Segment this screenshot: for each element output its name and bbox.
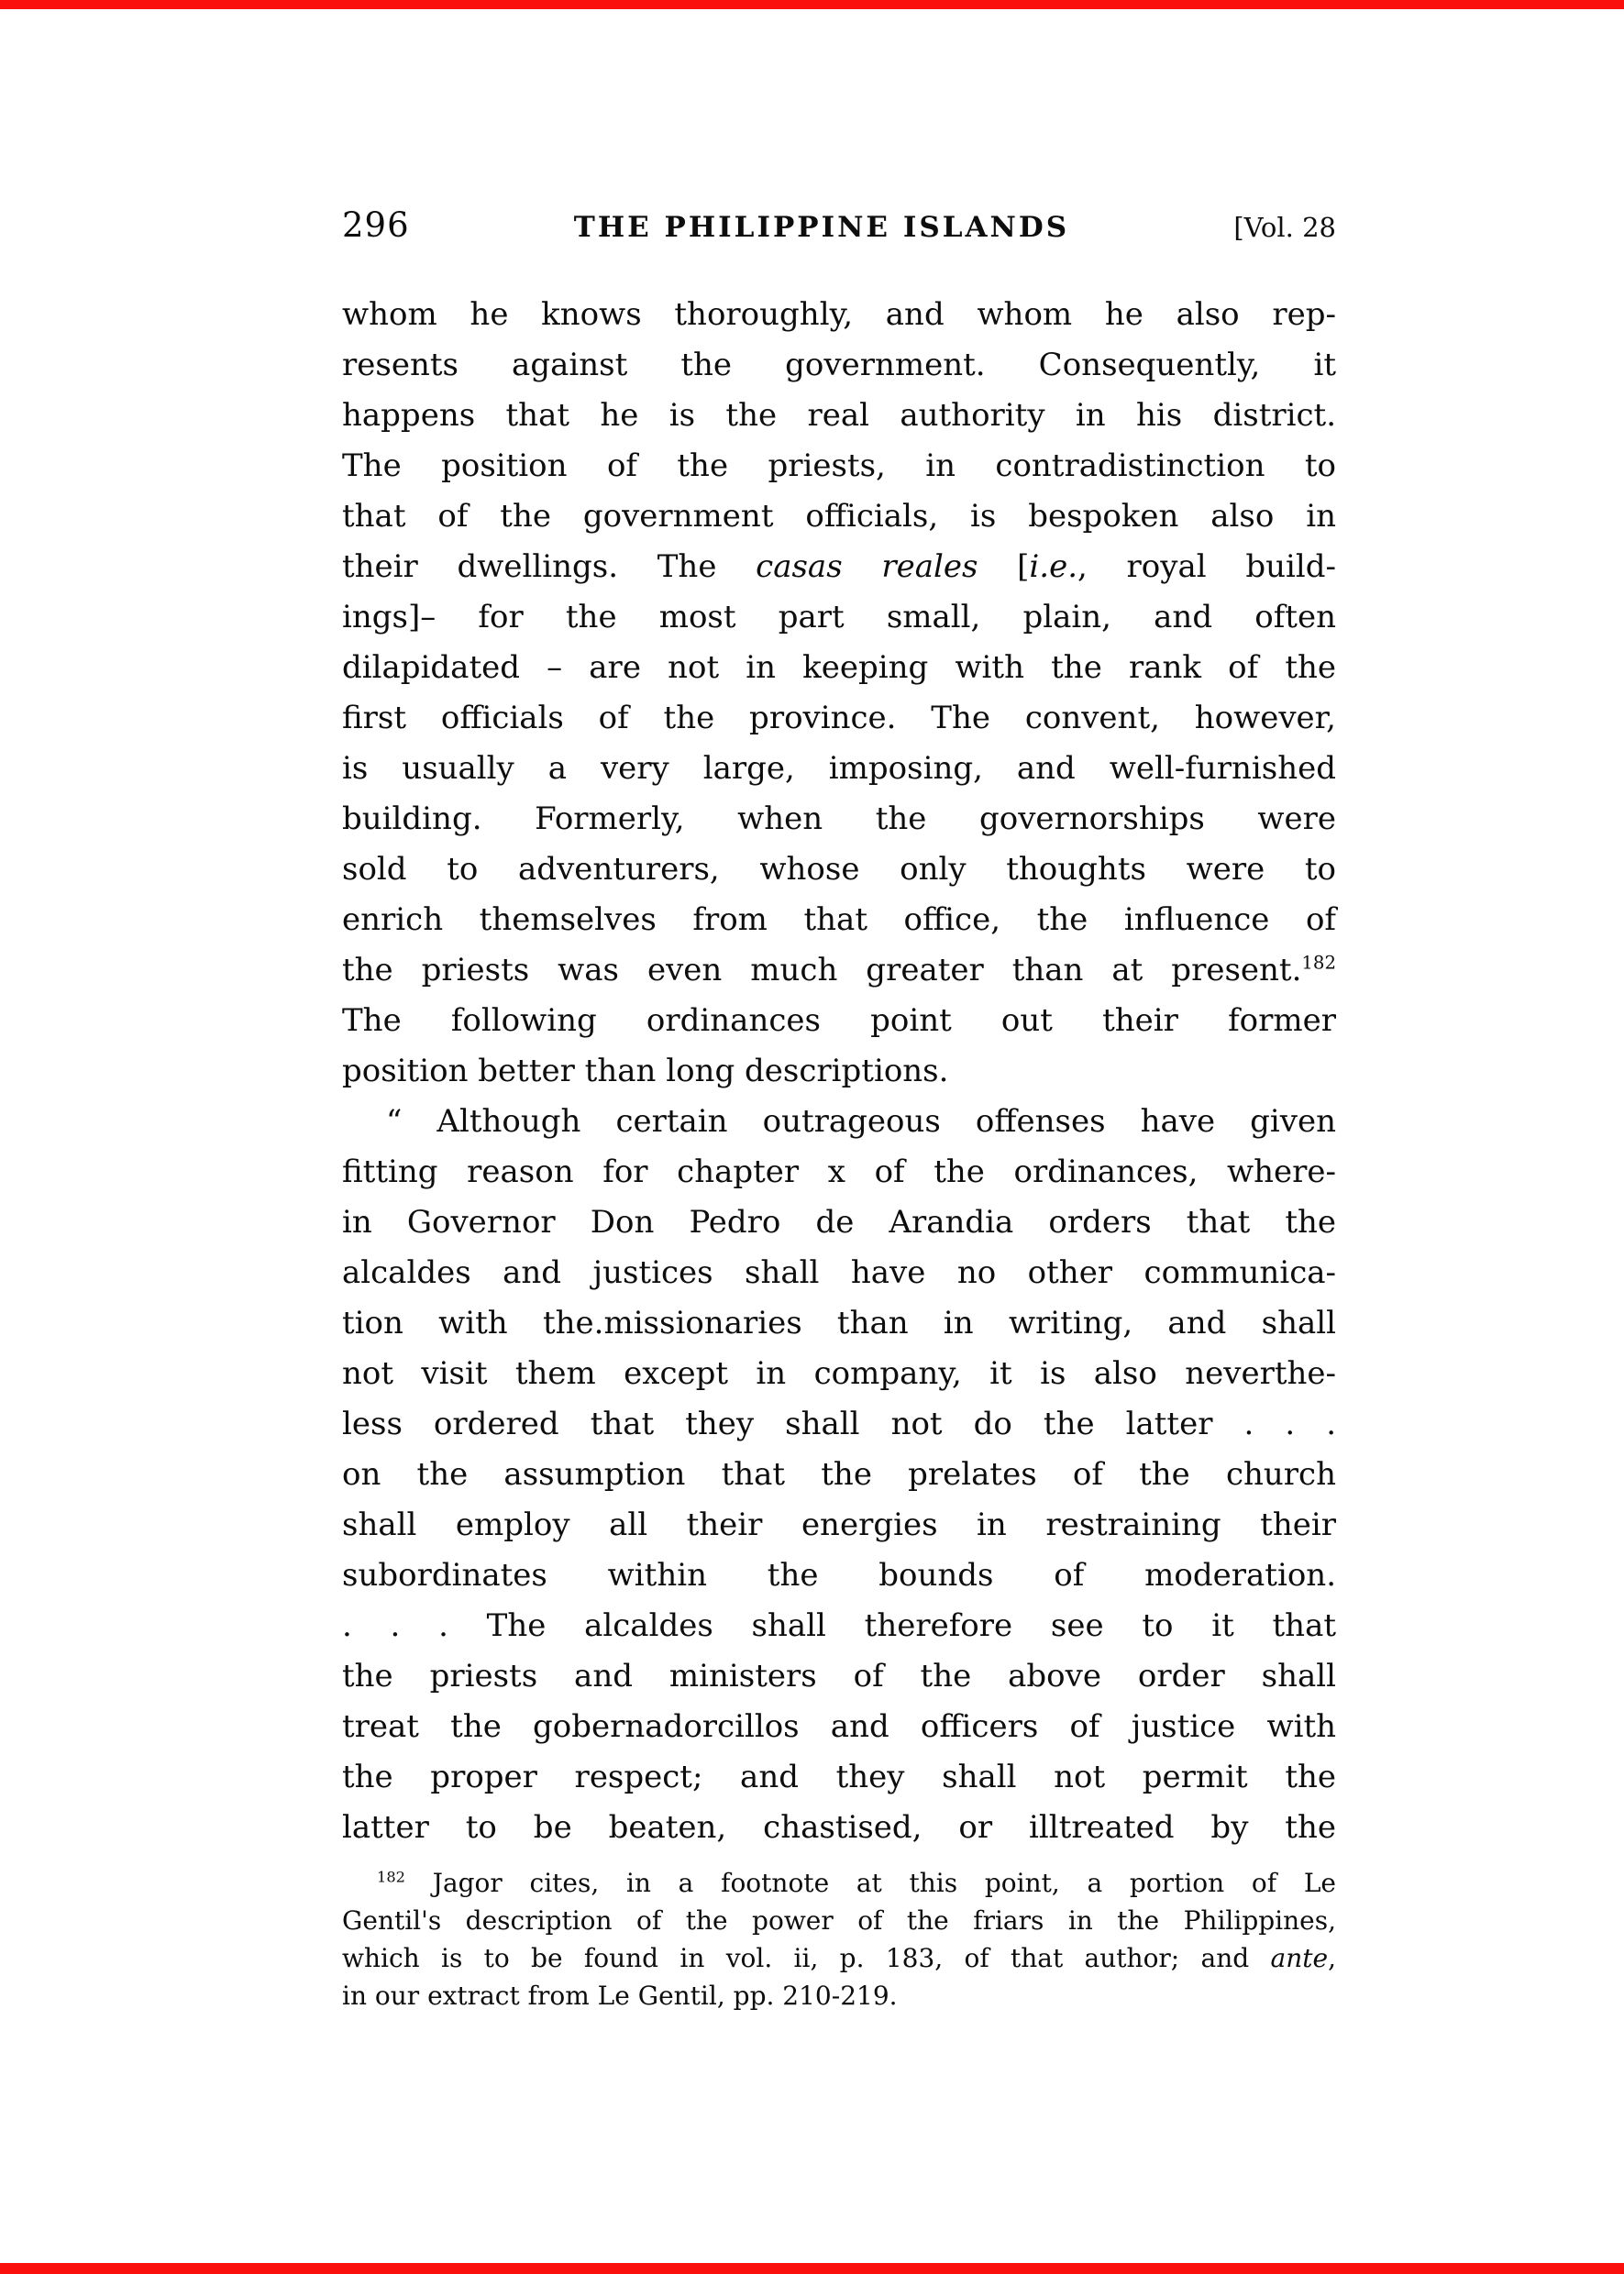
- text-line: position better than long descriptions.: [342, 1053, 949, 1089]
- red-bar-bottom: [0, 2263, 1624, 2274]
- volume-label: [Vol. 28: [1233, 212, 1336, 243]
- text-line: on the assumption that the prelates of the church: [342, 1456, 1336, 1493]
- text-line: first officials of the province. The convent, however,: [342, 700, 1336, 736]
- text-line: is usually a very large, imposing, and well-furnished: [342, 750, 1336, 787]
- text-line: the proper respect; and they shall not permit the: [342, 1759, 1336, 1795]
- text-line: treat the gobernadorcillos and officers of justice with: [342, 1708, 1336, 1745]
- text-line: in Governor Don Pedro de Arandia orders that the: [342, 1204, 1336, 1241]
- body-text: [342, 290, 1336, 1853]
- paragraph-continuation: [342, 290, 1336, 1097]
- text-line: fitting reason for chapter x of the ordinances, where-: [342, 1154, 1336, 1190]
- text-line: resents against the government. Consequently, it: [342, 347, 1336, 383]
- text-line: less ordered that they shall not do the latter . . .: [342, 1406, 1336, 1442]
- text-line: “ Although certain outrageous offenses have given: [386, 1103, 1336, 1140]
- running-title: THE PHILIPPINE ISLANDS: [573, 211, 1070, 244]
- text-line: alcaldes and justices shall have no other communica-: [342, 1254, 1336, 1291]
- text-line: shall employ all their energies in restraining their: [342, 1507, 1336, 1543]
- text-line: happens that he is the real authority in his district.: [342, 397, 1336, 434]
- text-line: subordinates within the bounds of moderation.: [342, 1557, 1336, 1594]
- text-line: $^{182}$ Jagor cites, in a footnote at this point, a portion of Le: [377, 1868, 1336, 1898]
- footnote: [342, 1864, 1336, 2015]
- text-line: whom he knows thoroughly, and whom he also rep-: [342, 296, 1336, 333]
- page-number: 296: [342, 205, 410, 245]
- text-line: dilapidated – are not in keeping with the rank of the: [342, 649, 1336, 686]
- text-line: which is to be found in vol. ii, p. 183, of that author; and ante,: [342, 1943, 1336, 1973]
- text-line: that of the government officials, is bespoken also in: [342, 498, 1336, 535]
- text-line: ings]– for the most part small, plain, and often: [342, 599, 1336, 635]
- page-header: [342, 205, 1336, 245]
- paragraph-quote: [342, 1097, 1336, 1853]
- red-bar-top: [0, 0, 1624, 9]
- text-line: Gentil's description of the power of the friars in the Philippines,: [342, 1905, 1336, 1936]
- text-line: tion with the.missionaries than in writing, and shall: [342, 1305, 1336, 1341]
- text-line: latter to be beaten, chastised, or illtreated by the: [342, 1809, 1336, 1846]
- text-line: The following ordinances point out their former: [342, 1002, 1336, 1039]
- text-line: The position of the priests, in contradistinction to: [342, 447, 1336, 484]
- text-line: the priests and ministers of the above order shall: [342, 1658, 1336, 1694]
- text-line: sold to adventurers, whose only thoughts were to: [342, 851, 1336, 888]
- text-line: in our extract from Le Gentil, pp. 210-219.: [342, 1981, 898, 2011]
- text-line: not visit them except in company, it is also neverthe-: [342, 1355, 1336, 1392]
- text-line: the priests was even much greater than at present.$^{182}$: [342, 952, 1336, 988]
- text-line: . . . The alcaldes shall therefore see to it that: [342, 1607, 1336, 1644]
- text-line: their dwellings. The casas reales [i.e., royal build-: [342, 548, 1337, 585]
- text-line: enrich themselves from that office, the influence of: [342, 901, 1336, 938]
- text-line: building. Formerly, when the governorships were: [342, 800, 1336, 837]
